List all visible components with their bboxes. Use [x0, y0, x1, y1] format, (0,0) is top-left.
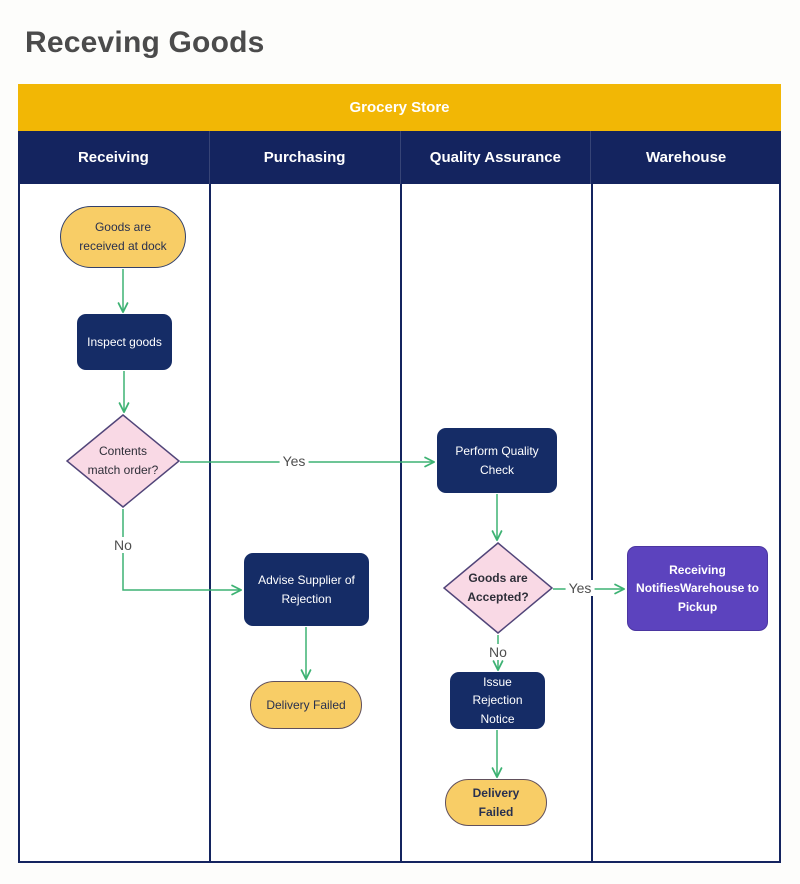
lane-header-label: Purchasing [263, 149, 346, 166]
edge-label-yes: Yes [280, 453, 309, 469]
lane-header-label: Warehouse [645, 149, 727, 166]
edge-label-no: No [111, 537, 135, 553]
swimlane-diagram [18, 84, 781, 863]
node-receiving-notifies-warehouse[interactable] [627, 546, 768, 631]
diagram-body [18, 184, 781, 863]
node-label: Perform Quality Check [455, 443, 539, 477]
node-label: Goods are received at dock [79, 220, 167, 253]
page-title: Receving Goods [25, 26, 265, 59]
node-inspect-goods[interactable] [77, 314, 172, 370]
lane-header-quality-assurance[interactable] [400, 131, 591, 184]
lane-header-receiving[interactable] [18, 131, 209, 184]
node-goods-received[interactable] [60, 206, 186, 268]
edge-contents-match-no[interactable] [123, 509, 240, 590]
pool-header [18, 84, 781, 131]
lane-headers [18, 131, 781, 184]
node-delivery-failed-qa[interactable] [445, 779, 547, 826]
node-contents-match-order[interactable] [66, 414, 180, 508]
node-label: Issue Rejection Notice [472, 674, 523, 726]
pool-title: Grocery Store [349, 99, 450, 116]
node-advise-supplier-of-rejection[interactable] [244, 553, 369, 626]
edge-label-no: No [486, 644, 510, 660]
connector-layer [20, 184, 779, 861]
node-label: Delivery Failed [266, 697, 346, 712]
lane-header-label: Quality Assurance [429, 149, 561, 166]
node-label: Goods are Accepted? [467, 571, 529, 604]
lane-header-label: Receiving [77, 149, 149, 166]
node-label: Contents match order? [87, 444, 159, 477]
node-label: Delivery Failed [472, 785, 520, 819]
edge-label-yes: Yes [566, 580, 595, 596]
lane-header-warehouse[interactable] [590, 131, 781, 184]
node-delivery-failed-purchasing[interactable] [250, 681, 362, 729]
node-issue-rejection-notice[interactable] [450, 672, 545, 729]
node-goods-are-accepted[interactable] [443, 542, 553, 634]
node-label: Advise Supplier of Rejection [258, 572, 355, 606]
lane-header-purchasing[interactable] [209, 131, 400, 184]
node-perform-quality-check[interactable] [437, 428, 557, 493]
node-label: Receiving NotifiesWarehouse to Pickup [636, 562, 759, 614]
node-label: Inspect goods [87, 334, 162, 349]
